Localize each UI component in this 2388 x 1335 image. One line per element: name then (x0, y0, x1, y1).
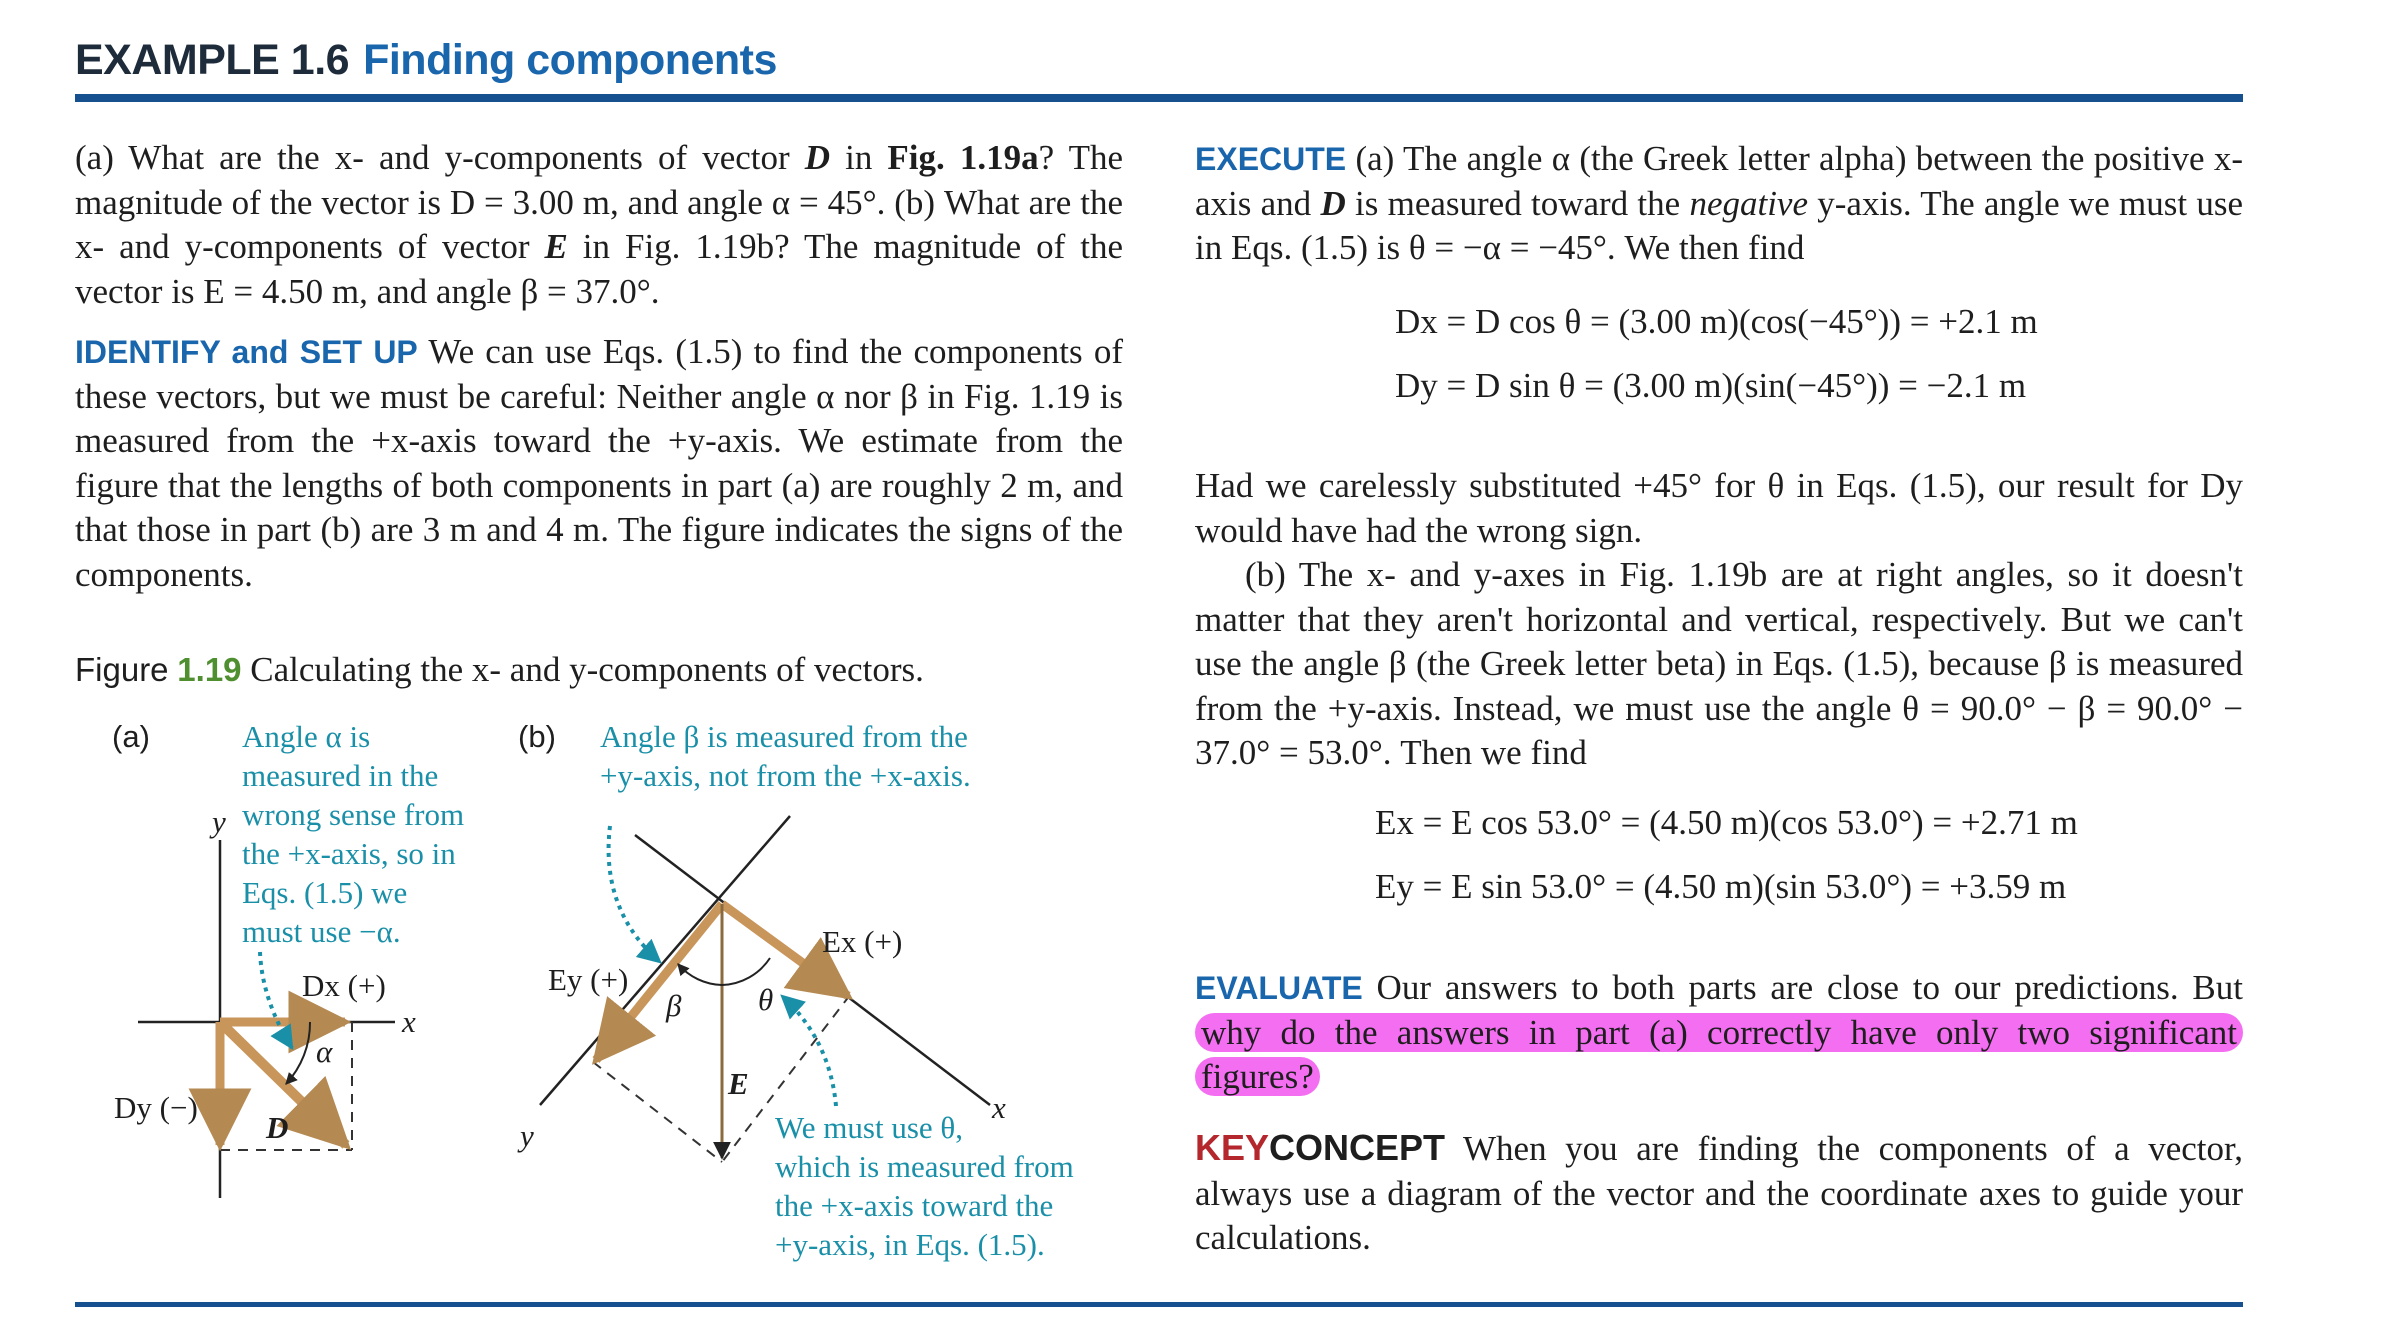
a-D-label: D (266, 1110, 289, 1145)
evaluate-label: EVALUATE (1195, 970, 1363, 1006)
panel-b-tag: (b) (518, 719, 556, 754)
vector-D: D (804, 138, 831, 177)
highlighted-question-end: figures? (1195, 1057, 1320, 1096)
svg-text:which is measured from: which is measured from (775, 1149, 1074, 1184)
b-theta-label: θ (758, 982, 774, 1017)
a-x-label: x (402, 1004, 416, 1039)
theta-arc (722, 958, 770, 985)
execute-paragraph: EXECUTE (a) The angle α (the Greek letter alpha) between the positive x-axis and D is measured toward the negative y-axis. The angle we must use in Eqs. (1.5) is θ = −α = −45°. We then find (1195, 139, 2243, 267)
svg-text:the +x-axis, so in: the +x-axis, so in (242, 836, 456, 871)
equation-Dy: Dy = D sin θ = (3.00 m)(sin(−45°)) = −2.1 m (1395, 366, 2027, 405)
beta-arc (678, 964, 722, 985)
identify-paragraph: IDENTIFY and SET UP We can use Eqs. (1.5) to find the components of these vectors, but we must be careful: Neither angle α nor β in Fig. 1.19 is measured from the +x-axis toward the +y-axis. We estimate from the figure that the lengths of both components in part (a) are roughly 2 m, and that those in part (b) are 3 m and 4 m. The figure indicates the signs of the components. (75, 332, 1123, 594)
alpha-arc (286, 1022, 310, 1084)
figure-caption: Figure 1.19 Calculating the x- and y-components of vectors. (75, 650, 924, 689)
svg-text:wrong sense from: wrong sense from (242, 797, 465, 832)
problem-statement: (a) What are the x- and y-components of vector D in Fig. 1.19a? The magnitude of the vector is D = 3.00 m, and angle α = 45°. (b) What are the x- and y-components of vector E in Fig. 1.19b? The magnitude of the vector is E = 4.50 m, and angle β = 37.0°. (75, 138, 1124, 311)
key-concept: KEYCONCEPT When you are finding the components of a vector, always use a diagram of the vector and the coordinate axes to guide your calculations. (1195, 1127, 2243, 1257)
b-Ey-label: Ey (+) (548, 962, 629, 997)
panel-a-tag: (a) (112, 719, 150, 754)
vector-D-ref: D (1320, 183, 1346, 223)
panel-b-note-2: +y-axis, not from the +x-axis. (600, 758, 971, 793)
a-alpha-label: α (316, 1034, 333, 1069)
execute-part-a-note: Had we carelessly substituted +45° for θ in Eqs. (1.5), our result for Dy would have had the wrong sign. (b) The x- and y-axes in Fig. 1.19b are at right angles, so it doesn't matter that they aren't horizontal and vertical, respectively. But we can't use the angle β (the Greek letter beta) in Eqs. (1.5), because β is measured from the +y-axis. Instead, we must use the angle θ = 90.0° − β = 90.0° − 37.0° = 53.0°. Then we find (1195, 464, 2243, 776)
svg-text:We must use θ,: We must use θ, (775, 1110, 963, 1145)
svg-text:Angle α is: Angle α is (242, 719, 371, 754)
equation-Dx: Dx = D cos θ = (3.00 m)(cos(−45°)) = +2.1 m (1395, 302, 2038, 341)
execute-part-b: (b) The x- and y-axes in Fig. 1.19b are at right angles, so it doesn't matter that they aren't horizontal and vertical, respectively. But we can't use the angle β (the Greek letter beta) in Eqs. (1.5), because β is measured from the +y-axis. Instead, we must use the angle θ = 90.0° − β = 90.0° − 37.0° = 53.0°. Then we find (1195, 555, 2243, 772)
right-column (1195, 137, 2243, 271)
svg-text:the +x-axis toward the: the +x-axis toward the (775, 1188, 1054, 1223)
a-y-label: y (212, 804, 226, 839)
b-E-label: E (728, 1066, 749, 1101)
equation-Ey: Ey = E sin 53.0° = (4.50 m)(sin 53.0°) = +3.59 m (1375, 867, 2067, 906)
b-beta-label: β (666, 988, 682, 1023)
svg-text:must use −α.: must use −α. (242, 914, 401, 949)
b-x-label: x (992, 1090, 1006, 1125)
b-y-label: y (520, 1118, 534, 1153)
identify-label: IDENTIFY and SET UP (75, 334, 418, 370)
footer-rule (75, 1302, 2243, 1307)
panel-b-note-theta (775, 1110, 1074, 1262)
panel-b-note-1: Angle β is measured from the (600, 719, 968, 754)
b-Ex-label: Ex (+) (822, 924, 903, 959)
figure-ref: Fig. 1.19a (887, 138, 1039, 177)
vector-E: E (544, 227, 568, 266)
equation-Ex: Ex = E cos 53.0° = (4.50 m)(cos 53.0°) = +2.71 m (1375, 803, 2078, 842)
example-number: EXAMPLE 1.6 (75, 36, 350, 84)
execute-label: EXECUTE (1195, 141, 1347, 177)
evaluate-paragraph: EVALUATE Our answers to both parts are close to our predictions. But why do the answers in part (a) correctly have only two significant figures? (1195, 968, 2243, 1096)
highlighted-question: why do the answers in part (a) correctly have only two significant (1195, 1013, 2243, 1052)
svg-text:+y-axis, in Eqs. (1.5).: +y-axis, in Eqs. (1.5). (775, 1227, 1045, 1262)
a-Dy-label: Dy (−) (114, 1090, 198, 1125)
svg-text:Eqs. (1.5) we: Eqs. (1.5) we (242, 875, 408, 910)
a-Dx-label: Dx (+) (302, 968, 386, 1003)
example-title: Finding components (363, 36, 777, 84)
figure-1-19 (0, 0, 1150, 1300)
panel-a-note (242, 719, 464, 949)
svg-text:measured in the: measured in the (242, 758, 439, 793)
figure-number: 1.19 (177, 651, 242, 688)
